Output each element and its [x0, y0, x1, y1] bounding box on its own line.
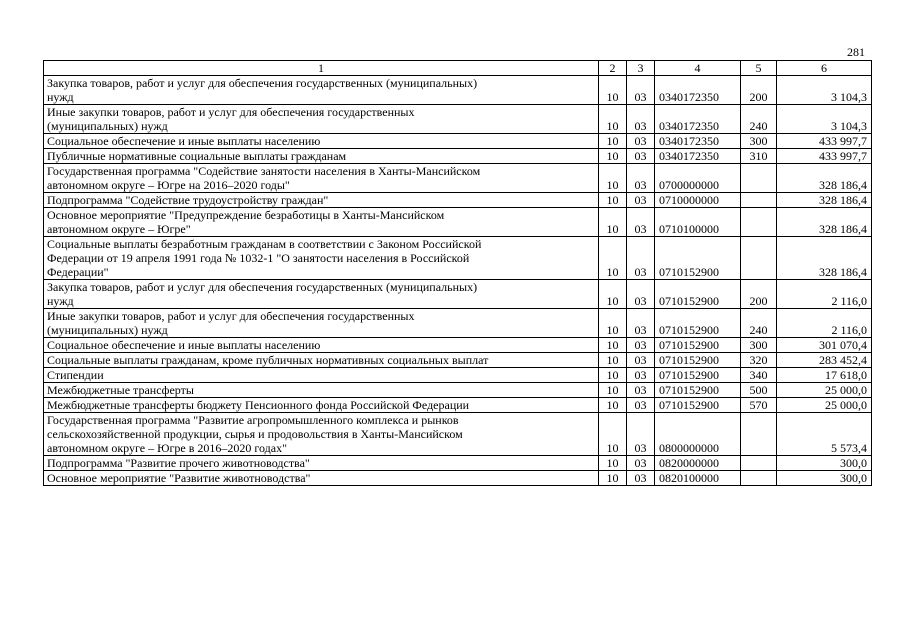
cell-name-text: Иные закупки товаров, работ и услуг для обеспечения государственных (муниципальных) нужд [47, 309, 415, 337]
cell-target-article-text: 0340172350 [659, 134, 719, 148]
cell-subsection [627, 413, 655, 456]
cell-subsection [627, 208, 655, 237]
cell-name-text: Государственная программа "Содействие занятости населения в Ханты-Мансийском автономном округе – Югре на 2016–2020 годы" [47, 164, 481, 192]
cell-target-article-text: 0710152900 [659, 323, 719, 337]
cell-target-article [655, 208, 741, 237]
cell-expense-type [741, 134, 777, 149]
cell-target-article-text: 0710152900 [659, 265, 719, 279]
cell-amount-text: 25 000,0 [825, 398, 867, 412]
cell-section-text: 10 [606, 193, 619, 207]
cell-amount-text: 25 000,0 [825, 383, 867, 397]
table-row [44, 353, 872, 368]
cell-expense-type-text: 500 [749, 383, 768, 397]
cell-name-text: Социальное обеспечение и иные выплаты населению [47, 134, 321, 148]
cell-name-text: Подпрограмма "Развитие прочего животноводства" [47, 456, 310, 470]
cell-subsection [627, 338, 655, 353]
cell-section [599, 398, 627, 413]
cell-name [44, 456, 599, 471]
column-header-2: 2 [599, 61, 627, 76]
cell-section-text: 10 [606, 471, 619, 485]
cell-name-text: Социальные выплаты безработным гражданам в соответствии с Законом Российской Федерации от 19 апреля 1991 года № 1032-1 "О занятости населения в Российской Федерации" [47, 237, 482, 279]
cell-section [599, 280, 627, 309]
cell-name [44, 398, 599, 413]
cell-subsection [627, 456, 655, 471]
cell-section-text: 10 [606, 441, 619, 455]
table-row [44, 398, 872, 413]
table-row [44, 471, 872, 486]
cell-subsection [627, 309, 655, 338]
table-body [44, 76, 872, 486]
cell-name [44, 149, 599, 164]
table-row [44, 134, 872, 149]
cell-expense-type-text: 320 [749, 353, 768, 367]
cell-section-text: 10 [606, 119, 619, 133]
cell-section-text: 10 [606, 149, 619, 163]
cell-section-text: 10 [606, 178, 619, 192]
cell-expense-type [741, 237, 777, 280]
cell-expense-type-text: 200 [749, 90, 768, 104]
cell-target-article-text: 0710152900 [659, 353, 719, 367]
cell-name [44, 309, 599, 338]
cell-name [44, 353, 599, 368]
cell-target-article-text: 0340172350 [659, 119, 719, 133]
table-row [44, 208, 872, 237]
cell-section [599, 368, 627, 383]
cell-subsection [627, 134, 655, 149]
cell-amount [777, 164, 872, 193]
cell-target-article-text: 0710000000 [659, 193, 719, 207]
cell-target-article [655, 280, 741, 309]
cell-name [44, 338, 599, 353]
cell-expense-type [741, 193, 777, 208]
table-row [44, 383, 872, 398]
column-header-6: 6 [777, 61, 872, 76]
table-row [44, 193, 872, 208]
cell-subsection-text: 03 [634, 178, 647, 192]
cell-amount-text: 328 186,4 [819, 193, 867, 207]
cell-amount [777, 413, 872, 456]
cell-subsection-text: 03 [634, 90, 647, 104]
table-row [44, 164, 872, 193]
cell-name-text: Стипендии [47, 368, 104, 382]
cell-subsection [627, 398, 655, 413]
cell-section-text: 10 [606, 134, 619, 148]
page-number: 281 [847, 45, 865, 59]
cell-target-article [655, 471, 741, 486]
cell-name-text: Закупка товаров, работ и услуг для обеспечения государственных (муниципальных) нужд [47, 280, 478, 308]
cell-amount-text: 300,0 [840, 456, 867, 470]
cell-section-text: 10 [606, 456, 619, 470]
cell-amount-text: 433 997,7 [819, 134, 867, 148]
cell-target-article [655, 456, 741, 471]
cell-section [599, 353, 627, 368]
cell-section-text: 10 [606, 294, 619, 308]
cell-subsection-text: 03 [634, 353, 647, 367]
cell-name [44, 280, 599, 309]
cell-amount [777, 193, 872, 208]
column-header-3: 3 [627, 61, 655, 76]
cell-target-article-text: 0710152900 [659, 383, 719, 397]
cell-expense-type-text: 310 [749, 149, 768, 163]
column-header-5: 5 [741, 61, 777, 76]
cell-expense-type [741, 383, 777, 398]
cell-target-article [655, 413, 741, 456]
cell-target-article [655, 368, 741, 383]
cell-subsection-text: 03 [634, 383, 647, 397]
cell-expense-type [741, 280, 777, 309]
cell-target-article [655, 105, 741, 134]
table-row [44, 76, 872, 105]
cell-name-text: Межбюджетные трансферты [47, 383, 194, 397]
cell-subsection-text: 03 [634, 323, 647, 337]
cell-section [599, 456, 627, 471]
table-header-row [44, 61, 872, 76]
cell-expense-type [741, 353, 777, 368]
cell-section-text: 10 [606, 265, 619, 279]
cell-section [599, 134, 627, 149]
cell-subsection [627, 237, 655, 280]
cell-amount-text: 328 186,4 [819, 265, 867, 279]
cell-subsection-text: 03 [634, 193, 647, 207]
cell-expense-type [741, 338, 777, 353]
cell-section [599, 193, 627, 208]
cell-amount [777, 280, 872, 309]
cell-expense-type [741, 76, 777, 105]
cell-amount [777, 338, 872, 353]
cell-amount [777, 237, 872, 280]
cell-section-text: 10 [606, 383, 619, 397]
cell-name-text: Иные закупки товаров, работ и услуг для обеспечения государственных (муниципальных) нужд [47, 105, 415, 133]
cell-section-text: 10 [606, 353, 619, 367]
cell-subsection-text: 03 [634, 134, 647, 148]
cell-target-article-text: 0710152900 [659, 338, 719, 352]
cell-target-article-text: 0800000000 [659, 441, 719, 455]
cell-target-article-text: 0700000000 [659, 178, 719, 192]
cell-section [599, 471, 627, 486]
cell-amount-text: 328 186,4 [819, 222, 867, 236]
cell-expense-type-text: 240 [749, 323, 768, 337]
table-row [44, 368, 872, 383]
cell-name [44, 193, 599, 208]
cell-subsection [627, 193, 655, 208]
cell-section-text: 10 [606, 323, 619, 337]
cell-subsection [627, 76, 655, 105]
cell-section-text: 10 [606, 222, 619, 236]
cell-subsection-text: 03 [634, 398, 647, 412]
cell-section [599, 338, 627, 353]
cell-section-text: 10 [606, 368, 619, 382]
cell-amount [777, 149, 872, 164]
cell-subsection [627, 353, 655, 368]
cell-amount [777, 383, 872, 398]
cell-target-article [655, 353, 741, 368]
cell-subsection [627, 471, 655, 486]
cell-section [599, 149, 627, 164]
cell-expense-type [741, 368, 777, 383]
cell-name [44, 383, 599, 398]
cell-target-article [655, 309, 741, 338]
cell-expense-type [741, 105, 777, 134]
cell-expense-type-text: 200 [749, 294, 768, 308]
cell-amount-text: 3 104,3 [831, 90, 867, 104]
cell-expense-type [741, 471, 777, 486]
table-row [44, 105, 872, 134]
cell-subsection-text: 03 [634, 456, 647, 470]
column-header-4: 4 [655, 61, 741, 76]
cell-expense-type [741, 456, 777, 471]
cell-section [599, 76, 627, 105]
cell-expense-type-text: 300 [749, 338, 768, 352]
table-row [44, 413, 872, 456]
cell-expense-type [741, 309, 777, 338]
cell-name-text: Публичные нормативные социальные выплаты гражданам [47, 149, 347, 163]
table-row [44, 338, 872, 353]
cell-subsection [627, 164, 655, 193]
cell-amount-text: 328 186,4 [819, 178, 867, 192]
cell-amount-text: 300,0 [840, 471, 867, 485]
cell-amount-text: 283 452,4 [819, 353, 867, 367]
cell-amount [777, 353, 872, 368]
cell-amount [777, 208, 872, 237]
cell-subsection-text: 03 [634, 471, 647, 485]
cell-amount-text: 3 104,3 [831, 119, 867, 133]
cell-section [599, 413, 627, 456]
cell-target-article-text: 0340172350 [659, 90, 719, 104]
cell-name [44, 164, 599, 193]
cell-amount-text: 433 997,7 [819, 149, 867, 163]
cell-name-text: Социальные выплаты гражданам, кроме публичных нормативных социальных выплат [47, 353, 489, 367]
cell-section [599, 105, 627, 134]
cell-section-text: 10 [606, 338, 619, 352]
cell-amount [777, 309, 872, 338]
cell-subsection [627, 383, 655, 398]
cell-amount [777, 134, 872, 149]
cell-expense-type-text: 340 [749, 368, 768, 382]
cell-name-text: Основное мероприятие "Предупреждение безработицы в Ханты-Мансийском автономном округе – Югре" [47, 208, 445, 236]
cell-target-article [655, 164, 741, 193]
cell-name-text: Государственная программа "Развитие агропромышленного комплекса и рынков сельскохозяйственной продукции, сырья и продовольствия в Ханты-Мансийском автономном округе – Югре в 2016–2020 годах" [47, 413, 463, 455]
table-row [44, 309, 872, 338]
cell-subsection-text: 03 [634, 294, 647, 308]
cell-expense-type-text: 240 [749, 119, 768, 133]
cell-name-text: Социальное обеспечение и иные выплаты населению [47, 338, 321, 352]
table-row [44, 149, 872, 164]
cell-name [44, 76, 599, 105]
cell-target-article-text: 0710152900 [659, 294, 719, 308]
cell-amount-text: 2 116,0 [831, 323, 867, 337]
cell-name [44, 134, 599, 149]
cell-expense-type [741, 413, 777, 456]
cell-amount [777, 368, 872, 383]
cell-expense-type [741, 164, 777, 193]
table-row [44, 237, 872, 280]
cell-name [44, 208, 599, 237]
cell-subsection-text: 03 [634, 441, 647, 455]
cell-expense-type-text: 570 [749, 398, 768, 412]
budget-table [43, 60, 872, 486]
cell-target-article [655, 76, 741, 105]
cell-section-text: 10 [606, 398, 619, 412]
cell-target-article [655, 237, 741, 280]
cell-name [44, 413, 599, 456]
cell-amount [777, 471, 872, 486]
cell-name [44, 471, 599, 486]
cell-subsection [627, 368, 655, 383]
cell-subsection-text: 03 [634, 119, 647, 133]
cell-amount [777, 456, 872, 471]
cell-subsection-text: 03 [634, 338, 647, 352]
table-row [44, 280, 872, 309]
cell-section [599, 309, 627, 338]
cell-expense-type-text: 300 [749, 134, 768, 148]
cell-section-text: 10 [606, 90, 619, 104]
cell-target-article-text: 0710152900 [659, 368, 719, 382]
cell-amount [777, 398, 872, 413]
cell-subsection [627, 105, 655, 134]
cell-target-article-text: 0820100000 [659, 471, 719, 485]
cell-section [599, 383, 627, 398]
cell-target-article [655, 338, 741, 353]
cell-amount-text: 2 116,0 [831, 294, 867, 308]
cell-target-article-text: 0820000000 [659, 456, 719, 470]
cell-name-text: Закупка товаров, работ и услуг для обеспечения государственных (муниципальных) нужд [47, 76, 478, 104]
cell-expense-type [741, 398, 777, 413]
table-row [44, 456, 872, 471]
cell-amount-text: 5 573,4 [831, 441, 867, 455]
cell-target-article [655, 383, 741, 398]
cell-target-article-text: 0340172350 [659, 149, 719, 163]
cell-expense-type [741, 149, 777, 164]
cell-target-article-text: 0710100000 [659, 222, 719, 236]
cell-name-text: Подпрограмма "Содействие трудоустройству граждан" [47, 193, 329, 207]
cell-subsection-text: 03 [634, 265, 647, 279]
cell-subsection [627, 280, 655, 309]
cell-name-text: Межбюджетные трансферты бюджету Пенсионного фонда Российской Федерации [47, 398, 470, 412]
cell-subsection-text: 03 [634, 222, 647, 236]
column-header-1: 1 [44, 61, 599, 76]
cell-amount [777, 105, 872, 134]
cell-name-text: Основное мероприятие "Развитие животноводства" [47, 471, 311, 485]
cell-target-article [655, 134, 741, 149]
cell-subsection-text: 03 [634, 149, 647, 163]
cell-target-article [655, 149, 741, 164]
cell-section [599, 237, 627, 280]
cell-target-article [655, 193, 741, 208]
cell-name [44, 368, 599, 383]
cell-subsection [627, 149, 655, 164]
cell-section [599, 164, 627, 193]
cell-name [44, 105, 599, 134]
cell-amount-text: 301 070,4 [819, 338, 867, 352]
cell-subsection-text: 03 [634, 368, 647, 382]
cell-name [44, 237, 599, 280]
cell-amount [777, 76, 872, 105]
cell-expense-type [741, 208, 777, 237]
cell-target-article [655, 398, 741, 413]
cell-section [599, 208, 627, 237]
cell-target-article-text: 0710152900 [659, 398, 719, 412]
cell-amount-text: 17 618,0 [825, 368, 867, 382]
